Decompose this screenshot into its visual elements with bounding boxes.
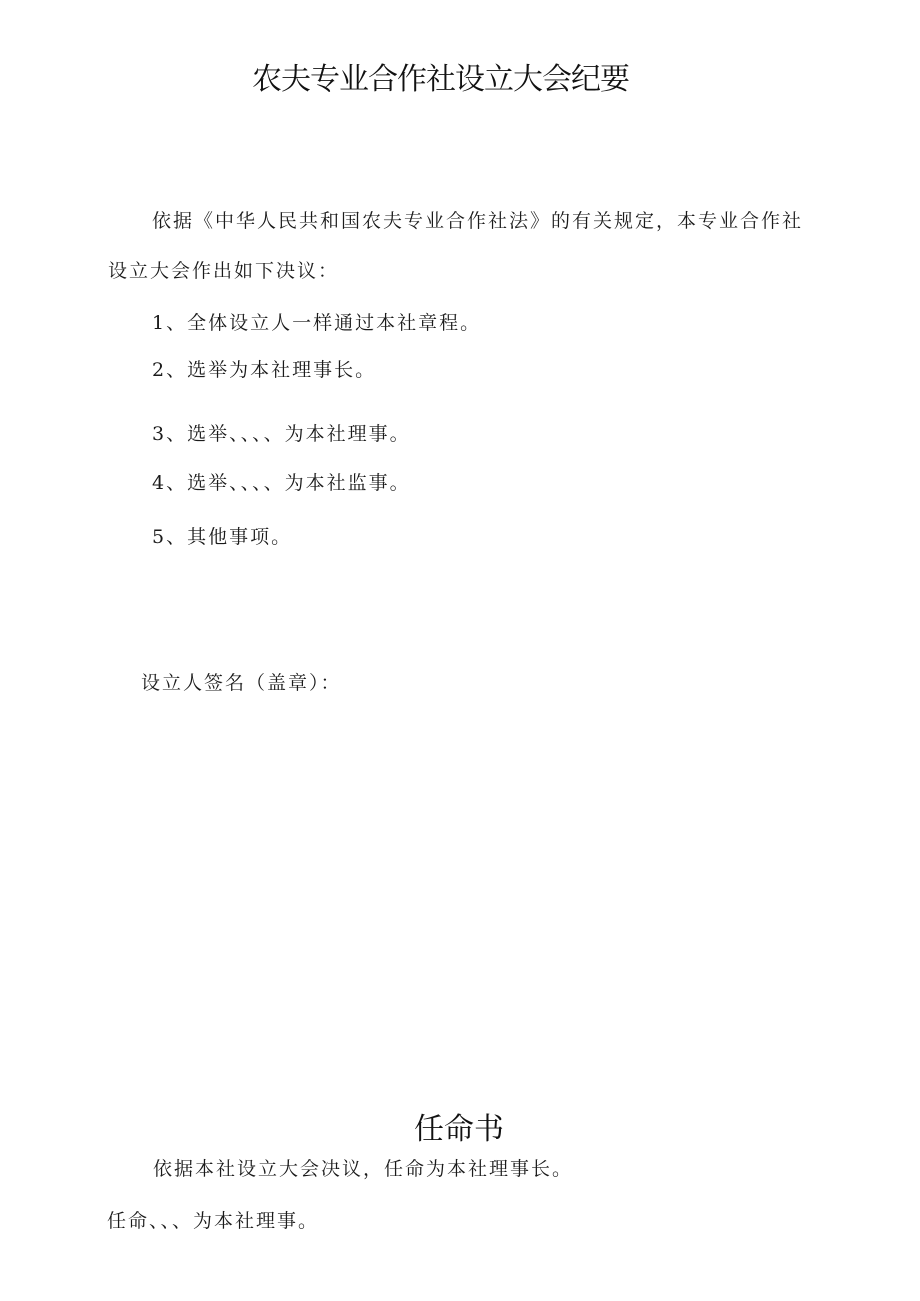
minutes-title: 农夫专业合作社设立大会纪要 <box>252 62 629 97</box>
appointment-line-1: 依据本社设立大会决议，任命为本社理事长。 <box>153 1158 574 1180</box>
appointment-line-2: 任命、、、为本社理事。 <box>107 1210 320 1232</box>
resolution-item-5: 5、其他事项。 <box>152 526 293 548</box>
intro-line-2: 设立大会作出如下决议： <box>108 260 340 282</box>
resolution-item-3: 3、选举、、、、为本社理事。 <box>152 423 411 445</box>
intro-line-1: 依据《中华人民共和国农夫专业合作社法》的有关规定，本专业合作社 <box>152 210 804 232</box>
signature-label: 设立人签名（盖章）： <box>141 672 342 694</box>
appointment-title: 任命书 <box>414 1112 504 1147</box>
resolution-item-4: 4、选举、、、、为本社监事。 <box>152 472 411 494</box>
resolution-item-2: 2、选举为本社理事长。 <box>152 359 377 381</box>
resolution-item-1: 1、全体设立人一样通过本社章程。 <box>152 312 482 334</box>
